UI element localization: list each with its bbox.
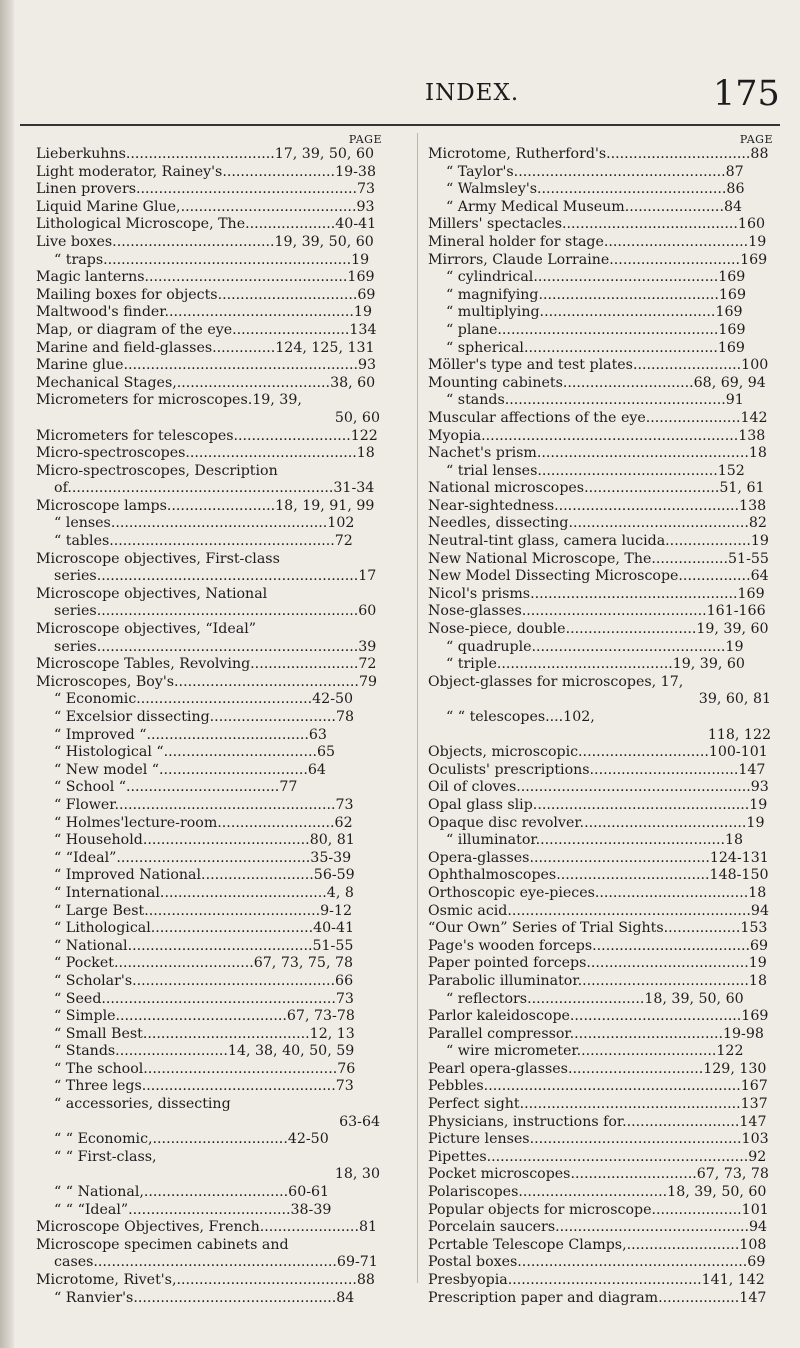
index-entry: “ Small Best.....................................12, 13 — [36, 1025, 355, 1042]
index-entry: “ National.........................................51-55 — [36, 937, 354, 954]
index-entry: “ Flower.................................................73 — [36, 796, 354, 813]
header-rule — [20, 124, 780, 126]
index-entry: Mounting cabinets.............................68, 69, 94 — [428, 374, 766, 391]
index-entry: Ophthalmoscopes..................................148-150 — [428, 867, 769, 884]
index-entry: Micro-spectroscopes, Description — [36, 462, 278, 479]
index-entry: Opaque disc revolver.....................................19 — [428, 814, 765, 831]
index-entry: Microscopes, Boy's.........................................79 — [36, 673, 377, 690]
index-entry: Live boxes....................................19, 39, 50, 60 — [36, 233, 374, 250]
index-entry: Microscope Objectives, French......................81 — [36, 1219, 378, 1236]
index-entry: Needles, dissecting........................................82 — [428, 515, 767, 532]
index-entry: “ “ Economic,..............................42-50 — [36, 1131, 329, 1148]
index-entry: Micrometers for telescopes..........................122 — [36, 427, 378, 444]
index-entry: Pearl opera-glasses..............................129, 130 — [428, 1060, 767, 1077]
index-entry: Prescription paper and diagram..................147 — [428, 1289, 767, 1306]
index-entry: 118, 122 — [707, 726, 771, 743]
index-entry: “ Pocket...............................67, 73, 75, 78 — [36, 955, 354, 972]
index-entry: National microscopes..............................51, 61 — [428, 480, 765, 497]
page-header — [0, 76, 800, 116]
index-entry: Nose-piece, double.............................19, 39, 60 — [428, 621, 769, 638]
index-entry: “ reflectors..........................18, 39, 50, 60 — [428, 990, 744, 1007]
index-entry: Pcrtable Telescope Clamps,.........................108 — [428, 1236, 767, 1253]
index-entry: “ Simple......................................67, 73-78 — [36, 1008, 355, 1025]
index-entry: 63-64 — [339, 1113, 380, 1130]
page-column-label: PAGE — [348, 133, 382, 146]
index-entry: Myopia.........................................................138 — [428, 427, 766, 444]
page-number: 175 — [713, 74, 780, 114]
index-entry: Osmic acid......................................................94 — [428, 902, 769, 919]
index-entry: “ trial lenses........................................152 — [428, 462, 745, 479]
index-entry: “ magnifying........................................169 — [428, 286, 746, 303]
index-entry: Paper pointed forceps....................................19 — [428, 955, 767, 972]
index-entry: Physicians, instructions for..........................147 — [428, 1113, 767, 1130]
index-entry: Mirrors, Claude Lorraine.............................169 — [428, 251, 768, 268]
index-entry: Presbyopia...........................................141, 142 — [428, 1272, 765, 1288]
index-entry: Popular objects for microscope....................101 — [428, 1201, 769, 1218]
index-entry: “ triple.......................................19, 39, 60 — [428, 656, 745, 673]
index-entry: Microscope objectives, First-class — [36, 550, 280, 567]
index-entry: Parlor kaleidoscope......................................169 — [428, 1008, 769, 1025]
index-entry: Micro-spectroscopes......................................18 — [36, 445, 375, 462]
index-entry: 50, 60 — [334, 409, 380, 426]
column-divider — [417, 133, 418, 1283]
index-entry: “ multiplying.......................................169 — [428, 304, 743, 321]
index-entry: Oculists' prescriptions.................................147 — [428, 761, 766, 778]
index-entry: Near-sightedness.........................................138 — [428, 497, 767, 514]
index-entry: Parallel compressor..................................19-98 — [428, 1025, 764, 1042]
index-entry: “ Improved National.........................56-59 — [36, 867, 355, 884]
index-column-left — [36, 133, 382, 1307]
index-entry: Lieberkuhns.................................17, 39, 50, 60 — [36, 146, 374, 162]
index-entries-left — [36, 146, 382, 1307]
index-entry: Marine and field-glasses..............124, 125, 131 — [36, 339, 375, 356]
index-entry: “ Stands.........................14, 38, 40, 50, 59 — [36, 1043, 355, 1060]
index-entry: Microscope specimen cabinets and — [36, 1236, 289, 1253]
index-column-right — [428, 133, 773, 1307]
index-entry: “ Household.....................................80, 81 — [36, 832, 355, 849]
index-entry: Maltwood's finder..........................................19 — [36, 304, 372, 321]
index-entry: Nicol's prisms..............................................169 — [428, 585, 765, 602]
index-entry: Mineral holder for stage................................19 — [428, 233, 767, 250]
index-entry: “ quadruple...........................................19 — [428, 638, 744, 655]
index-entry: “ The school...........................................76 — [36, 1060, 356, 1077]
page-column-label: PAGE — [739, 133, 773, 146]
index-entry: cases......................................................69-71 — [36, 1254, 378, 1271]
index-entry: “Our Own” Series of Trial Sights.................153 — [428, 920, 768, 937]
index-entry: Polariscopes.................................18, 39, 50, 60 — [428, 1184, 767, 1201]
index-entry: New National Microscope, The.................51-55 — [428, 550, 769, 567]
index-entry: “ Large Best.......................................9-12 — [36, 902, 353, 919]
index-entry: Mailing boxes for objects...............................69 — [36, 286, 376, 303]
index-entry: Picture lenses...............................................103 — [428, 1131, 769, 1148]
index-entry: Linen provers.................................................73 — [36, 181, 376, 198]
index-entry: “ New model “.................................64 — [36, 761, 326, 778]
index-entry: Liquid Marine Glue,.......................................93 — [36, 198, 375, 215]
index-entry: Magic lanterns.............................................169 — [36, 269, 375, 286]
index-entry: “ Histological “..................................65 — [36, 744, 336, 761]
index-entry: Nachet's prism...............................................18 — [428, 445, 767, 462]
index-entry: of...........................................................31-34 — [36, 480, 375, 497]
index-entry: “ wire micrometer...............................122 — [428, 1043, 744, 1060]
index-entry: “ Three legs...........................................73 — [36, 1078, 354, 1095]
index-entry: Microscope Tables, Revolving........................72 — [36, 656, 377, 673]
index-entry: “ cylindrical.........................................169 — [428, 269, 746, 286]
index-entry: “ Taylor's...............................................87 — [428, 163, 744, 180]
index-entry: “ Ranvier's.............................................84 — [36, 1289, 355, 1306]
index-entry: Parabolic illuminator......................................18 — [428, 972, 767, 989]
index-entry: “ “ telescopes....102, — [428, 709, 595, 725]
index-entry: Lithological Microscope, The....................40-41 — [36, 216, 377, 233]
index-entry: “ traps.......................................................19 — [36, 251, 370, 268]
index-entry: “ Seed....................................................73 — [36, 990, 354, 1007]
index-entry: “ tables..................................................72 — [36, 533, 353, 550]
index-entry: Micrometers for microscopes.19, 39, — [36, 392, 302, 409]
index-entry: Pocket microscopes............................67, 73, 78 — [428, 1166, 769, 1183]
index-entry: Page's wooden forceps...................................69 — [428, 937, 769, 954]
index-entry: Orthoscopic eye-pieces..................................18 — [428, 884, 767, 901]
index-entry: “ Improved “....................................63 — [36, 726, 327, 743]
index-entry: Neutral-tint glass, camera lucida...................19 — [428, 533, 769, 550]
index-entry: “ lenses................................................102 — [36, 515, 355, 532]
index-entry: Muscular affections of the eye.....................142 — [428, 409, 768, 426]
index-entry: “ “Ideal”...........................................35-39 — [36, 849, 352, 866]
index-entry: Millers' spectacles.......................................160 — [428, 216, 765, 233]
index-entry: Pebbles.........................................................167 — [428, 1078, 768, 1095]
index-entry: “ International.....................................4, 8 — [36, 884, 354, 901]
running-title: INDEX. — [425, 80, 520, 106]
index-entry: Microtome, Rivet's,........................................88 — [36, 1272, 375, 1288]
index-entry: “ plane.................................................169 — [428, 321, 746, 338]
index-entry: 39, 60, 81 — [698, 691, 771, 708]
index-entry: “ illuminator..........................................18 — [428, 832, 744, 849]
page-binding-shadow — [0, 0, 14, 1348]
index-entry: “ spherical...........................................169 — [428, 339, 745, 356]
index-entry: Microscope lamps........................18, 19, 91, 99 — [36, 497, 375, 514]
index-entry: series..........................................................17 — [36, 568, 377, 585]
index-entry: Pipettes..........................................................92 — [428, 1148, 767, 1165]
index-entry: Möller's type and test plates........................100 — [428, 357, 769, 374]
index-entry: “ “ National,................................60-61 — [36, 1184, 330, 1201]
index-entry: “ Army Medical Museum......................84 — [428, 198, 743, 215]
index-entry: “ School “..................................77 — [36, 779, 298, 796]
index-entry: Map, or diagram of the eye..........................134 — [36, 321, 377, 338]
index-entry: “ Lithological....................................40-41 — [36, 920, 355, 937]
index-entry: “ Scholar's.............................................66 — [36, 972, 354, 989]
index-entry: Postal boxes...................................................69 — [428, 1254, 766, 1271]
index-entry: Mechanical Stages,..................................38, 60 — [36, 374, 376, 391]
index-entry: Marine glue....................................................93 — [36, 357, 377, 374]
index-entry: series..........................................................39 — [36, 638, 377, 655]
index-entry: “ Walmsley's..........................................86 — [428, 181, 745, 198]
index-entry: Opera-glasses........................................124-131 — [428, 849, 769, 866]
index-entry: “ accessories, dissecting — [36, 1096, 231, 1113]
index-entry: Oil of cloves....................................................93 — [428, 779, 769, 796]
index-entry: Perfect sight.................................................137 — [428, 1096, 768, 1113]
index-entry: 18, 30 — [334, 1166, 380, 1183]
index-entries-right — [428, 146, 773, 1307]
index-entry: Nose-glasses.........................................161-166 — [428, 603, 766, 620]
index-entry: New Model Dissecting Microscope................64 — [428, 568, 769, 585]
index-entry: Opal glass slip................................................19 — [428, 796, 768, 813]
index-entry: Object-glasses for microscopes, 17, — [428, 673, 684, 690]
index-entry: “ Excelsior dissecting............................78 — [36, 709, 354, 725]
index-entry: “ “ First-class, — [36, 1148, 157, 1165]
index-entry: “ stands.................................................91 — [428, 392, 744, 409]
index-entry: “ Holmes'lecture-room..........................62 — [36, 814, 353, 831]
index-entry: Porcelain saucers...........................................94 — [428, 1219, 768, 1236]
index-entry: Light moderator, Rainey's.........................19-38 — [36, 163, 376, 180]
index-entry: Objects, microscopic.............................100-101 — [428, 744, 768, 761]
index-entry: series..........................................................60 — [36, 603, 377, 620]
index-entry: “ Economic.......................................42-50 — [36, 691, 354, 708]
index-entry: Microscope objectives, National — [36, 585, 268, 602]
index-entry: Microscope objectives, “Ideal” — [36, 621, 256, 638]
index-entry: Microtome, Rutherford's................................88 — [428, 146, 769, 162]
index-entry: “ “ “Ideal”....................................38-39 — [36, 1201, 332, 1218]
